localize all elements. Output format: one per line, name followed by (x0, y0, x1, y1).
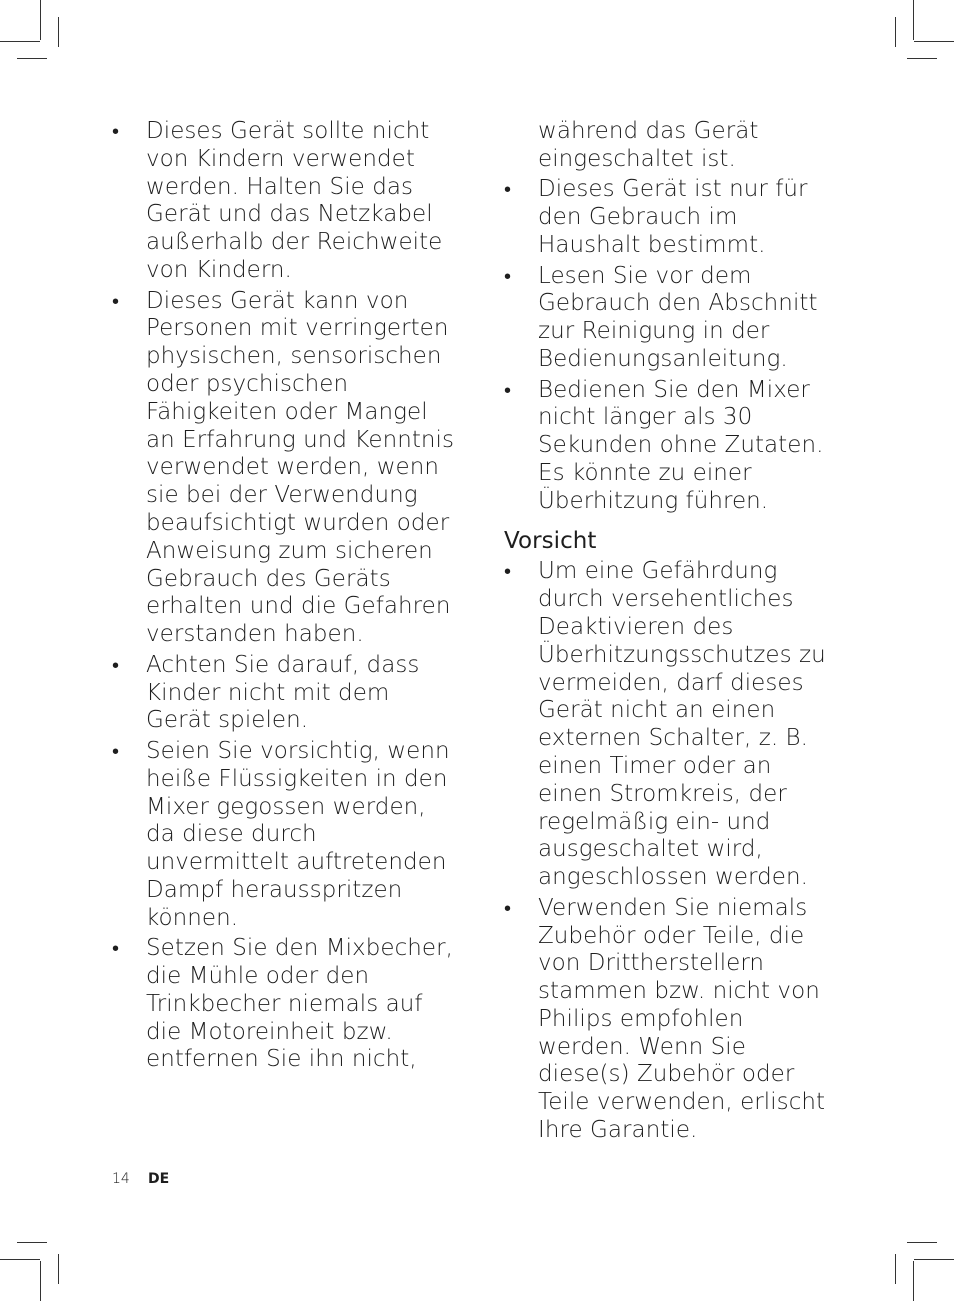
list-item (504, 895, 839, 1145)
section-heading: Vorsicht (504, 527, 597, 554)
bullet: • (504, 559, 512, 584)
list-item (504, 377, 839, 516)
list-item-text: Seien Sie vorsichtig, wenn heiße Flüssigkeiten in den Mixer gegossen werden, da diese durch unvermittelt auftretenden Dampf herausspritzen können. (146, 737, 450, 931)
list-item-text: Dieses Gerät kann von Personen mit verringerten physischen, sensorischen oder psychischen Fähigkeiten oder Mangel an Erfahrung und Kenntnis verwendet werden, wenn sie bei der Verwendung beaufsichtigt wurden oder Anweisung zum sicheren Gebrauch des Geräts erhalten und die Gefahren verstanden haben. (146, 287, 454, 648)
list-item-text: Bedienen Sie den Mixer nicht länger als 30 Sekunden ohne Zutaten. Es könnte zu einer Überhitzung führen. (538, 376, 824, 514)
left-column (112, 118, 457, 1077)
bullet: • (112, 652, 120, 677)
right-column (504, 118, 839, 1148)
bullet: • (504, 263, 512, 288)
page-number: 14 (112, 1171, 130, 1187)
list-item-text: Um eine Gefährdung durch versehentliches Deaktivieren des Überhitzungsschutzes zu vermeiden, darf dieses Gerät nicht an einen externen Schalter, z. B. einen Timer oder an einen Stromkreis, der regelmäßig ein- und ausgeschaltet wird, angeschlossen werden. (538, 558, 826, 891)
bullet: • (112, 738, 120, 763)
list-item (112, 935, 457, 1074)
list-item (112, 288, 457, 649)
bullet: • (112, 119, 120, 143)
safety-list-right (504, 176, 839, 515)
list-item (112, 738, 457, 933)
list-item-text: Dieses Gerät sollte nicht von Kindern verwendet werden. Halten Sie das Gerät und das Netzkabel außerhalb der Reichweite von Kindern. (146, 118, 443, 283)
safety-list-left (112, 118, 457, 1074)
list-item-text: Achten Sie darauf, dass Kinder nicht mit dem Gerät spielen. (146, 651, 420, 734)
list-item-text: Lesen Sie vor dem Gebrauch den Abschnitt zur Reinigung in der Bedienungsanleitung. (538, 262, 818, 372)
list-item-text: Verwenden Sie niemals Zubehör oder Teile, die von Drittherstellern stammen bzw. nicht von Philips empfohlen werden. Wenn Sie diese(s) Zubehör oder Teile verwenden, erlischt Ihre Garantie. (538, 894, 826, 1144)
bullet: • (504, 895, 512, 920)
list-item (112, 118, 457, 285)
list-item-text: Dieses Gerät ist nur für den Gebrauch im Haushalt bestimmt. (538, 176, 808, 258)
list-item (504, 263, 839, 374)
language-code: DE (148, 1171, 170, 1187)
bullet: • (112, 288, 120, 313)
list-item-continuation: während das Gerät eingeschaltet ist. (538, 118, 759, 172)
list-item (112, 652, 457, 735)
bullet: • (112, 936, 120, 961)
list-item (504, 176, 839, 259)
bullet: • (504, 377, 512, 402)
list-item-text: Setzen Sie den Mixbecher, die Mühle oder den Trinkbecher niemals auf die Motoreinheit bzw. entfernen Sie ihn nicht, (146, 935, 453, 1073)
caution-list (504, 558, 839, 1145)
bullet: • (504, 177, 512, 202)
list-item (504, 558, 839, 892)
